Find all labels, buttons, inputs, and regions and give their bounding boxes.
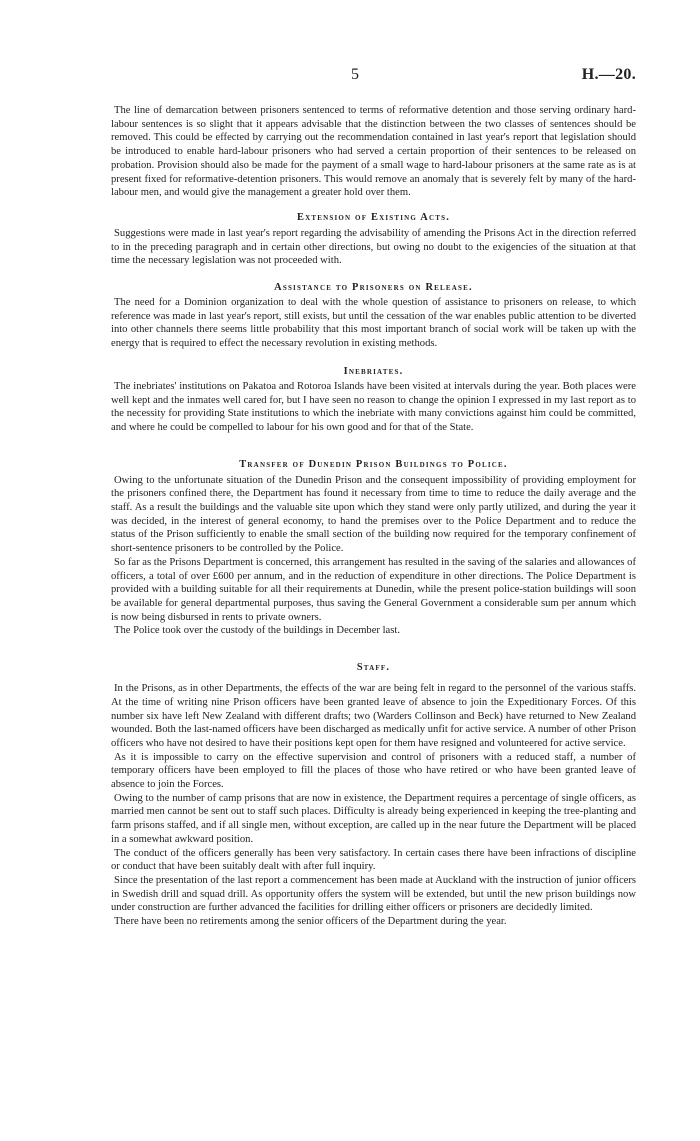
section-inebriates — [111, 380, 636, 435]
paragraph: As it is impossible to carry on the effective supervision and control of prisoners with a reduced staff, a number of temporary officers have been employed to fill the places of those who have retired or who have been granted leave of absence to join the Forces. — [111, 751, 636, 791]
page-header — [111, 66, 636, 96]
section-heading-staff: Staff. — [356, 662, 391, 674]
paragraph: In the Prisons, as in other Departments, the effects of the war are being felt in regard to the personnel of the various staffs. At the time of writing nine Prison officers have been granted leave of absence to join the Expeditionary Forces. Of this number six have left New Zealand with different drafts; two (Warders Collinson and Beck) have returned to New Zealand wounded. Both the last-named officers have been discharged as medically unfit for active service. A number of other Prison officers who have not desired to have their positions kept open for them have resigned and volunteered for active service. — [111, 683, 636, 749]
paragraph: The Police took over the custody of the buildings in December last. — [114, 625, 400, 637]
section-heading-extension: Extension of Existing Acts. — [296, 211, 451, 223]
section-transfer — [111, 474, 636, 638]
section-staff — [111, 682, 636, 929]
paragraph: The need for a Dominion organization to deal with the whole question of assistance to prisoners on release, to which reference was made in last year's report, still exists, but until the cessation of the war enables public attention to be diverted into other channels there seems little probability that this most important branch of social work will be taken up with the energy that is required to effect the necessary revolution in existing methods. — [111, 297, 636, 350]
paragraph: Since the presentation of the last report a commencement has been made at Auckland with the instruction of junior officers in Swedish drill and squad drill. As opportunity offers the system will be extended, but until the new prison buildings now under construction are further advanced the facilities for drilling either officers or prisoners are decidedly limited. — [111, 874, 636, 914]
paragraph: Owing to the unfortunate situation of the Dunedin Prison and the consequent impossibility of providing employment for the prisoners confined there, the Department has found it necessary from time to time to reduce the daily average and the staff. As a result the buildings and the valuable site upon which they stand were only partly utilized, and during the year it was decided, in the interest of general economy, to hand the premises over to the Police Department and to reduce the status of the Prison sufficiently to enable the small section of the building now required for the temporary confinement of short-sentence prisoners to be controlled by the Police. — [111, 474, 636, 555]
document-reference: H.—20. — [581, 66, 636, 83]
page-number: 5 — [351, 66, 359, 83]
section-intro — [111, 104, 636, 200]
paragraph: The inebriates' institutions on Pakatoa and Rotoroa Islands have been visited at intervals during the year. Both places were well kept and the inmates well cared for, but I have seen no reason to change the opinion I expressed in my last report as to the necessity for providing State institutions to which the inebriate with many convictions against him could be committed, and where he could be compelled to labour for his own good and for that of the State. — [111, 380, 636, 433]
paragraph: The conduct of the officers generally has been very satisfactory. In certain cases there have been infractions of discipline or conduct that have been suitably dealt with after full inquiry. — [111, 847, 636, 873]
paragraph: The line of demarcation between prisoners sentenced to terms of reformative detention and those serving ordinary hard-labour sentences is so slight that it appears advisable that the distinction between the two classes of sentences should be removed. This could be effected by carrying out the recommendation contained in last year's report that legislation should be introduced to enable hard-labour prisoners who had served a certain proportion of their sentences to be released on probation. Provision should also be made for the payment of a small wage to hard-labour prisoners at the same rate as is at present fixed for reformative-detention prisoners. This would remove an anomaly that is severely felt by many of the hard-labour men, and would give the management a greater hold over them. — [111, 105, 636, 199]
paragraph: Owing to the number of camp prisons that are now in existence, the Department requires a percentage of single officers, as married men cannot be sent out to staff such places. Difficulty is already being experienced in keeping the tree-planting and farm prisons staffed, and if all single men, without exception, are called up in the near future the Department will be placed in a somewhat awkward position. — [111, 792, 636, 845]
section-heading-assistance: Assistance to Prisoners on Release. — [274, 282, 473, 294]
section-heading-inebriates: Inebriates. — [343, 365, 404, 377]
paragraph: There have been no retirements among the senior officers of the Department during the year. — [114, 916, 507, 928]
paragraph: Suggestions were made in last year's report regarding the advisability of amending the Prisons Act in the direction referred to in the preceding paragraph and in certain other directions, but owing no doubt to the exigencies of the situation at that time the necessary legislation was not proceeded with. — [111, 227, 636, 267]
section-heading-transfer: Transfer of Dunedin Prison Buildings to Police. — [239, 458, 508, 470]
section-extension — [111, 227, 636, 268]
document-page — [111, 66, 636, 929]
section-assistance — [111, 296, 636, 351]
paragraph: So far as the Prisons Department is concerned, this arrangement has resulted in the saving of the salaries and allowances of officers, a total of over £600 per annum, and in the reduction of expenditure in other directions. The Police Department is provided with a building suitable for all their requirements at Dunedin, while the present police-station buildings will soon be available for general departmental purposes, thus saving the General Government a considerable sum per annum which is now being disbursed in rents to private owners. — [111, 556, 636, 623]
